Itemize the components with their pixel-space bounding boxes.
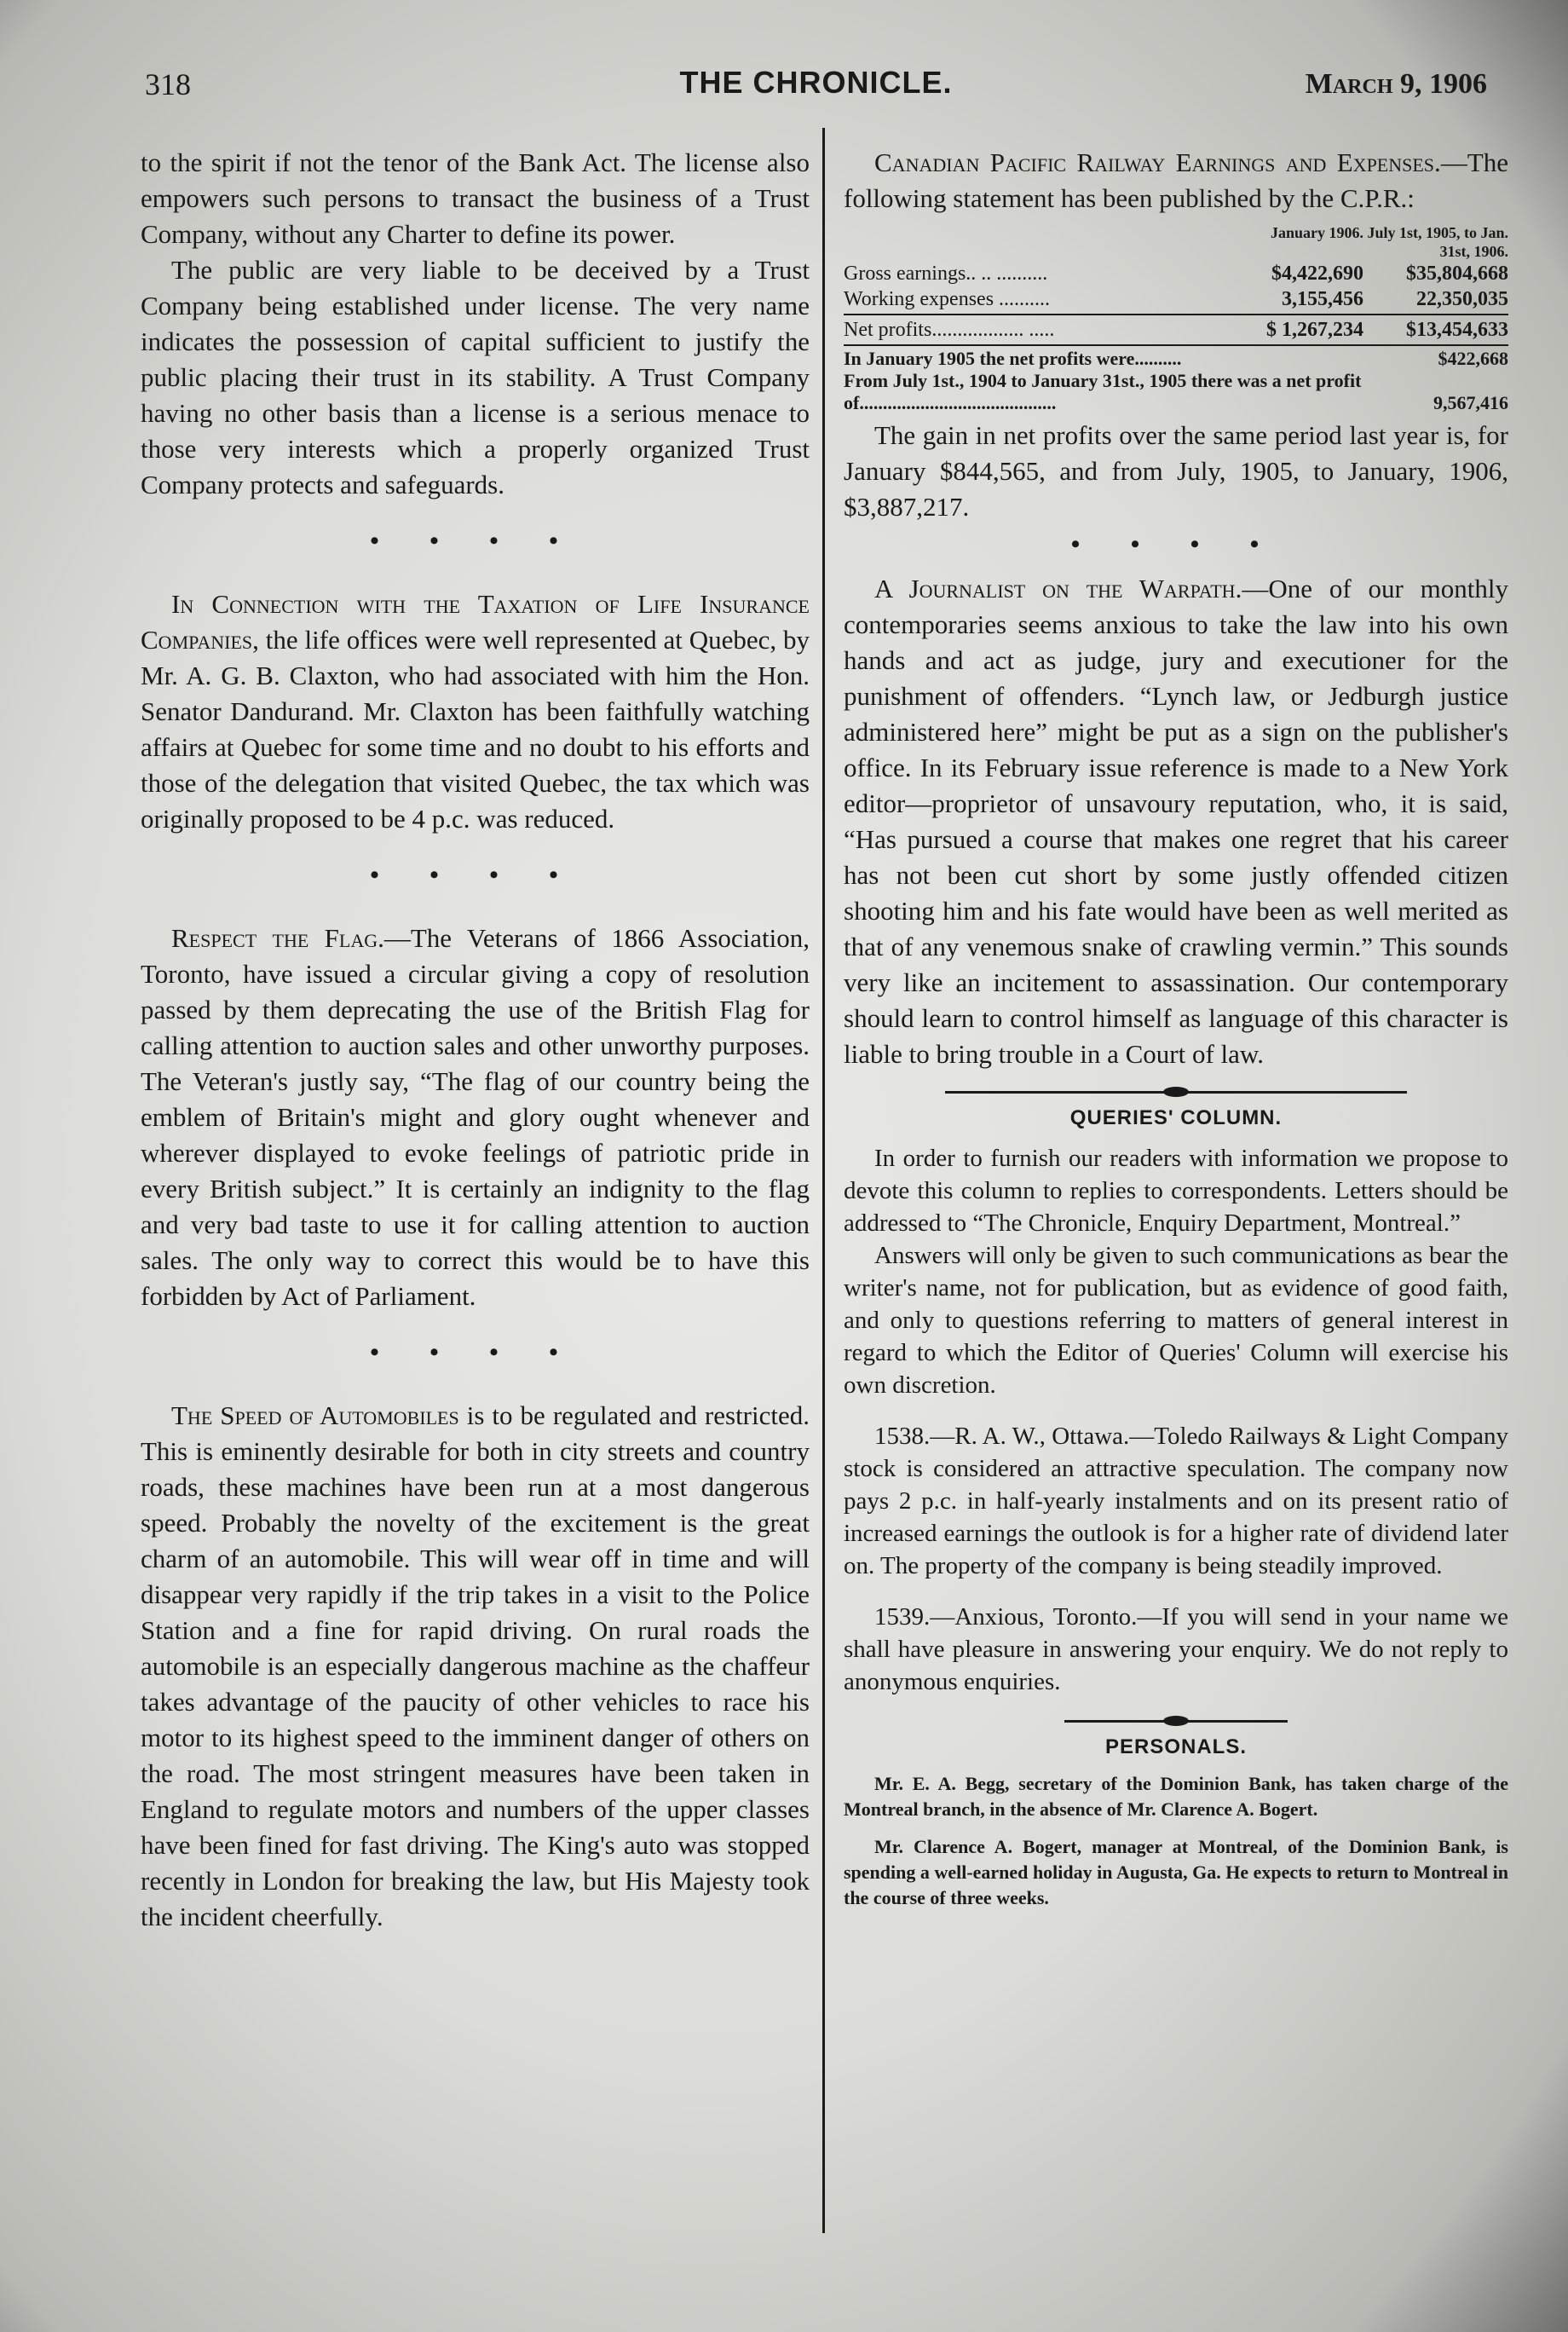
table-cell: $ 1,267,234	[1266, 319, 1363, 341]
column-divider	[822, 128, 825, 2233]
article-taxation-life-insurance	[141, 586, 810, 837]
table-row	[844, 317, 1508, 343]
article-body: is to be regulated and restricted. This is eminently desirable for both in city streets and country roads, these machines have been run at a most dangerous speed. Probably the novelty of the excitement is the great charm of an automobile. This will wear off in time and will disappear very rapidly if the trip takes in a visit to the Police Station and a fine for rapid driving. On rural roads the automobile is an especially dangerous machine as the chaffeur takes advantage of the paucity of other vehicles to race his motor to its highest speed to the imminent danger of others on the road. The most stringent measures have been taken in England to regulate motors and numbers of the upper classes have been fined for fast driving. The King's auto was stopped recently in London for breaking the law, but His Majesty took the incident cheerfully.	[141, 1400, 810, 1931]
table-cell: 3,155,456	[1282, 288, 1363, 310]
table-header-row	[844, 223, 1508, 261]
ornament-rule	[844, 1713, 1508, 1729]
table-col-header: July 1st, 1905, to Jan. 31st, 1906.	[1367, 224, 1508, 260]
table-rule	[844, 344, 1508, 346]
article-journalist-warpath	[844, 571, 1508, 1072]
article-speed-of-automobiles	[141, 1398, 810, 1935]
queries-rules: Answers will only be given to such communications as bear the writer's name, not for publication, but as evidence of good faith, and only to questions referring to matters of general interest in regard to which the Editor of Queries' Column will exercise his own discretion.	[844, 1242, 1508, 1399]
issue-date: March 9, 1906	[1305, 68, 1487, 100]
table-cell: $13,454,633	[1406, 319, 1508, 341]
table-note: In January 1905 the net profits were.......... $422,668	[844, 348, 1508, 369]
article-lead: A Journalist on the Warpath.	[874, 574, 1242, 603]
publication-title: THE CHRONICLE.	[679, 65, 953, 100]
ornament-rule	[844, 1084, 1508, 1100]
page-header	[145, 60, 1487, 119]
queries-intro: In order to furnish our readers with information we propose to devote this column to replies to correspondents. Letters should be addressed to “The Chronicle, Enquiry Department, Montreal.”	[844, 1145, 1508, 1237]
table-note: From July 1st., 1904 to January 31st., 1905 there was a net profit of.......................................... 9,567,416	[844, 370, 1508, 413]
article-lead: In Connection with the Taxation of Life Insurance Companies,	[141, 589, 810, 655]
table-row-label: Gross earnings.. .. ..........	[844, 263, 1048, 285]
article-lead: Respect the Flag.	[171, 923, 384, 953]
section-separator: • • • •	[1070, 530, 1282, 558]
table-row	[844, 286, 1508, 312]
personals-section	[844, 1771, 1508, 1911]
table-col-header: January 1906.	[1270, 224, 1363, 241]
table-row-label: Working expenses ..........	[844, 288, 1051, 310]
section-separator: • • • •	[370, 1338, 580, 1366]
paragraph-cpr-gain: The gain in net profits over the same period last year is, for January $844,565, and from July, 1905, to January, 1906, $3,887,217.	[844, 420, 1508, 522]
paragraph-trust-license: to the spirit if not the tenor of the Bank Act. The license also empowers such persons to transact the business of a Trust Company, without any Charter to define its power.	[141, 147, 810, 249]
table-rule	[844, 314, 1508, 315]
right-column	[844, 145, 1508, 1911]
article-respect-the-flag	[141, 921, 810, 1314]
table-cell: 22,350,035	[1416, 288, 1508, 310]
section-separator: • • • •	[370, 861, 580, 889]
query-1539: 1539.—Anxious, Toronto.—If you will send in your name we shall have pleasure in answering your enquiry. We do not reply to anonymous enquiries.	[844, 1603, 1508, 1695]
table-row	[844, 261, 1508, 286]
personal-entry: Mr. Clarence A. Bogert, manager at Montreal, of the Dominion Bank, is spending a well-earned holiday in Augusta, Ga. He expects to return to Montreal in the course of three weeks.	[844, 1836, 1508, 1908]
queries-section	[844, 1142, 1508, 1698]
cpr-earnings-table	[844, 223, 1508, 414]
personals-heading: PERSONALS.	[1104, 1735, 1248, 1758]
left-column	[141, 145, 810, 1935]
query-1538: 1538.—R. A. W., Ottawa.—Toledo Railways & Light Company stock is considered an attractive speculation. The company now pays 2 p.c. in half-yearly instalments and on its present ratio of increased earnings the outlook is for a higher rate of dividend later on. The property of the company is being steadily improved.	[844, 1423, 1508, 1579]
article-cpr-earnings	[844, 145, 1508, 216]
article-lead: The Speed of Automobiles	[171, 1400, 459, 1430]
article-body: —One of our monthly contemporaries seems anxious to take the law into his own hands and act as judge, jury and executioner for the punishment of offenders. “Lynch law, or Jedburgh justice administered here” might be put as a sign on the publisher's office. In its February issue reference is made to a New York editor—proprietor of unsavoury reputation, who, it is said, “Has pursued a course that makes one regret that his career has not been cut short by some justly offended citizen shooting him and his fate would have been as well merited as that of any venemous snake of crawling vermin.” This sounds very like an incitement to assassination. Our contemporary should learn to control himself as language of this character is liable to bring trouble in a Court of law.	[844, 574, 1508, 1069]
section-separator: • • • •	[370, 527, 580, 555]
article-lead: Canadian Pacific Railway Earnings and Expenses.	[874, 147, 1441, 177]
table-cell: $35,804,668	[1406, 263, 1508, 285]
personal-entry: Mr. E. A. Begg, secretary of the Dominion Bank, has taken charge of the Montreal branch, in the absence of Mr. Clarence A. Bogert.	[844, 1773, 1508, 1820]
article-body: —The following statement has been published by the C.P.R.:	[844, 147, 1508, 213]
queries-heading: QUERIES' COLUMN.	[1069, 1106, 1283, 1129]
paragraph-trust-public: The public are very liable to be deceived by a Trust Company being established under license. The very name indicates the possession of capital sufficient to justify the public placing their trust in its stability. A Trust Company having no other basis than a license is a serious menace to those very interests which a properly organized Trust Company protects and safeguards.	[141, 255, 810, 499]
table-row-label: Net profits.................. .....	[844, 319, 1055, 341]
article-body: the life offices were well represented at Quebec, by Mr. A. G. B. Claxton, who had associated with him the Hon. Senator Dandurand. Mr. Claxton has been faithfully watching affairs at Quebec for some time and no doubt to his efforts and those of the delegation that visited Quebec, the tax which was originally proposed to be 4 p.c. was reduced.	[141, 625, 810, 834]
article-body: —The Veterans of 1866 Association, Toronto, have issued a circular giving a copy of resolution passed by them deprecating the use of the British Flag for calling attention to auction sales and other unworthy purposes. The Veteran's justly say, “The flag of our country being the emblem of Britain's might and glory ought whenever and wherever displayed to evoke feelings of patriotic pride in every British subject.” It is certainly an indignity to the flag and very bad taste to use it for calling attention to auction sales. The only way to correct this would be to have this forbidden by Act of Parliament.	[141, 923, 810, 1311]
table-cell: $4,422,690	[1271, 263, 1363, 285]
page-number: 318	[145, 67, 191, 101]
